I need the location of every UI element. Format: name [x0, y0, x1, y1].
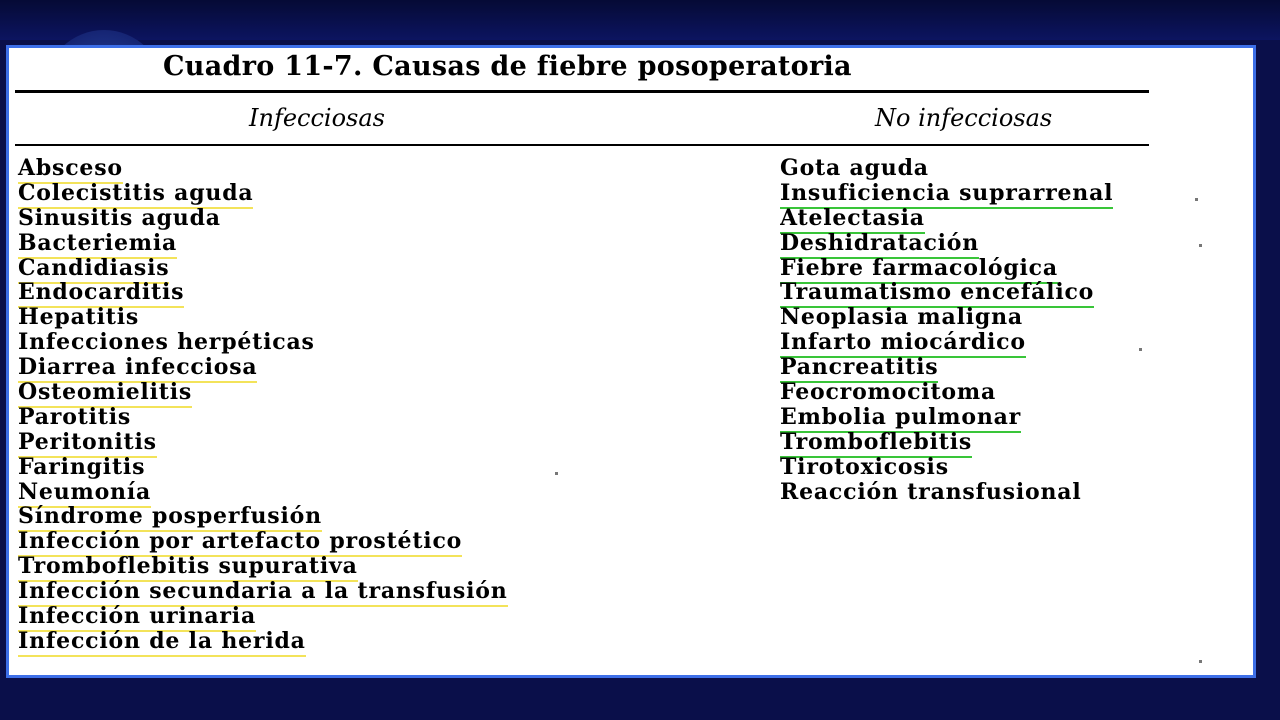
cause-text: Pancreatitis — [780, 354, 938, 383]
table-title: Cuadro 11-7. Causas de fiebre posoperatoria — [163, 51, 852, 82]
cause-text: Parotitis — [18, 403, 132, 430]
cause-text: Diarrea infecciosa — [18, 354, 257, 383]
cause-text: Infección secundaria a la transfusión — [18, 578, 508, 607]
cause-text: Hepatitis — [18, 304, 140, 331]
list-item — [780, 256, 1160, 281]
cause-text: Atelectasia — [780, 205, 925, 234]
cause-text: Sinusitis aguda — [18, 204, 221, 231]
cause-text: Peritonitis — [18, 429, 157, 458]
cause-text: Infarto miocárdico — [780, 329, 1026, 358]
list-item — [18, 206, 508, 231]
scan-speck — [1195, 198, 1198, 201]
cause-text: Síndrome posperfusión — [18, 503, 322, 532]
cause-text: Infección de la herida — [18, 628, 306, 657]
list-item — [18, 455, 508, 480]
scan-speck — [1199, 244, 1202, 247]
list-infecciosas — [18, 156, 508, 654]
list-item — [18, 380, 508, 405]
cause-text: Infección por artefacto prostético — [18, 528, 462, 557]
cause-text: Fiebre farmacológica — [780, 255, 1058, 284]
heading-rule — [15, 144, 1149, 146]
cause-text: Infección urinaria — [18, 603, 256, 632]
cause-text: Absceso — [18, 155, 123, 184]
cause-text: Gota aguda — [780, 156, 929, 181]
cause-text: Osteomielitis — [18, 379, 192, 408]
cause-text: Traumatismo encefálico — [780, 279, 1094, 308]
list-item — [18, 430, 508, 455]
column-heading-infecciosas: Infecciosas — [249, 104, 385, 132]
slide-top-band — [0, 0, 1280, 40]
cause-text: Neoplasia maligna — [780, 304, 1023, 331]
list-item — [780, 330, 1160, 355]
list-item — [18, 355, 508, 380]
list-item — [18, 405, 508, 430]
list-item — [18, 156, 508, 181]
list-item — [18, 231, 508, 256]
list-item — [18, 504, 508, 529]
column-heading-no-infecciosas: No infecciosas — [875, 104, 1053, 132]
list-item — [18, 554, 508, 579]
scan-speck — [1199, 660, 1202, 663]
list-item — [18, 629, 508, 654]
list-item — [18, 256, 508, 281]
cause-text: Bacteriemia — [18, 230, 177, 259]
list-item — [780, 455, 1160, 480]
list-item — [780, 156, 1160, 181]
list-item — [18, 305, 508, 330]
cause-text: Infecciones herpéticas — [18, 329, 315, 356]
title-rule — [15, 90, 1149, 93]
cause-text: Reacción transfusional — [780, 479, 1081, 505]
cause-text: Neumonía — [18, 479, 151, 508]
cause-text: Tirotoxicosis — [780, 453, 949, 480]
list-item — [18, 579, 508, 604]
cause-text: Colecistitis aguda — [18, 180, 253, 209]
list-item — [780, 181, 1160, 206]
list-item — [780, 405, 1160, 430]
list-item — [780, 355, 1160, 380]
list-item — [18, 280, 508, 305]
scanned-table-image — [6, 45, 1256, 678]
cause-text: Embolia pulmonar — [780, 404, 1021, 433]
cause-text: Endocarditis — [18, 279, 184, 308]
list-item — [780, 231, 1160, 256]
cause-text: Faringitis — [18, 453, 146, 480]
cause-text: Insuficiencia suprarrenal — [780, 180, 1113, 209]
scan-speck — [1139, 348, 1142, 351]
list-item — [780, 206, 1160, 231]
cause-text: Deshidratación — [780, 230, 979, 259]
cause-text: Feocromocitoma — [780, 379, 997, 406]
list-item — [18, 604, 508, 629]
list-item — [18, 529, 508, 554]
scan-speck — [555, 472, 558, 475]
list-no-infecciosas — [780, 156, 1160, 504]
cause-text: Tromboflebitis supurativa — [18, 553, 358, 582]
list-item — [780, 430, 1160, 455]
list-item — [780, 305, 1160, 330]
list-item — [780, 380, 1160, 405]
list-item — [780, 480, 1160, 505]
list-item — [18, 480, 508, 505]
slide-bottom-band — [0, 684, 1280, 720]
list-item — [18, 330, 508, 355]
list-item — [18, 181, 508, 206]
cause-text: Tromboflebitis — [780, 429, 972, 458]
cause-text: Candidiasis — [18, 255, 169, 284]
list-item — [780, 280, 1160, 305]
